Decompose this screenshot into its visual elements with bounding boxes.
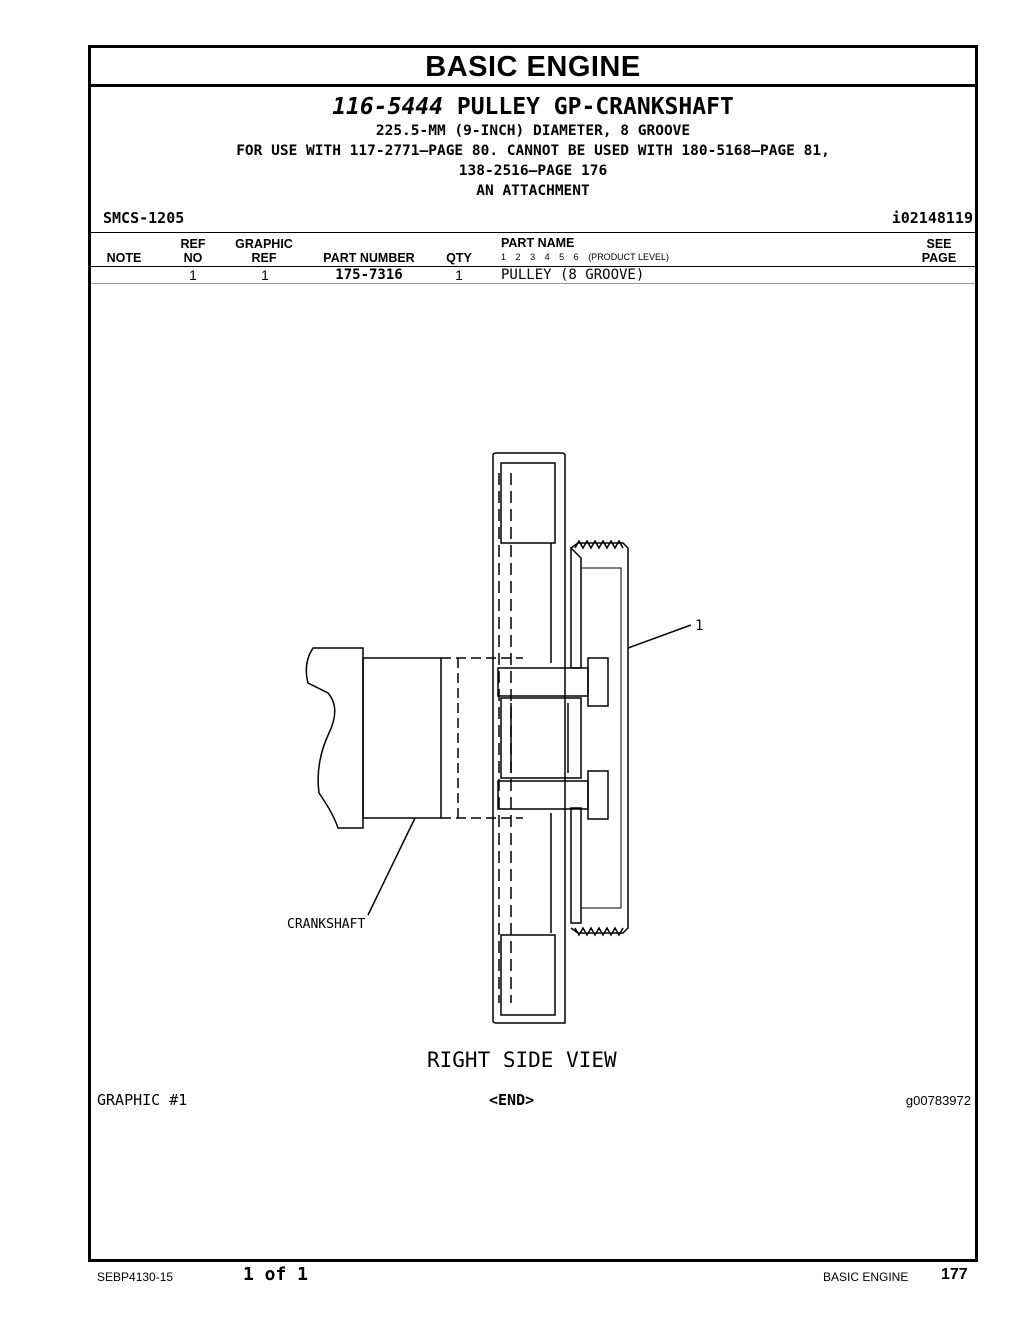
header-note: NOTE (106, 251, 142, 265)
center-spacer (501, 698, 581, 778)
description-line-1: 225.5-MM (9-INCH) DIAMETER, 8 GROOVE (375, 123, 691, 139)
damper-inner-channel-lower (501, 935, 555, 1015)
description-line-2: FOR USE WITH 117-2771—PAGE 80. CANNOT BE USED WITH 180-5168—PAGE 81, (236, 143, 830, 159)
callout-1-label: 1 (695, 618, 704, 634)
footer-page-number: 177 (941, 1266, 968, 1283)
description-line-3: 138-2516—PAGE 176 (458, 163, 608, 179)
row-part-name: PULLEY (8 GROOVE) (501, 267, 645, 283)
header-ref-no: REF NO (180, 237, 206, 265)
page-frame (88, 45, 978, 1262)
crankshaft-leader (368, 818, 415, 915)
row-graphic-ref: 1 (261, 267, 269, 283)
group-part-number[interactable]: 116-5444 (332, 94, 443, 120)
description-line-4: AN ATTACHMENT (476, 183, 590, 199)
row-qty: 1 (455, 267, 463, 283)
graphic-label: GRAPHIC #1 (97, 1091, 188, 1109)
pulley-grooves-bottom (575, 928, 623, 935)
footer-section: BASIC ENGINE (823, 1270, 909, 1284)
bolt-lower-head (588, 771, 608, 819)
pulley-grooves-top (575, 541, 623, 548)
product-level-caption: (PRODUCT LEVEL) (588, 252, 670, 262)
product-level-2: 2 (515, 252, 521, 262)
pulley-rim (571, 543, 628, 933)
footer-document-number: SEBP4130-15 (97, 1270, 174, 1284)
illustration-id: i02148119 (891, 209, 973, 227)
header-part-name: PART NAME (501, 236, 575, 250)
header-see-page: SEE PAGE (921, 237, 957, 265)
footer-page-count: 1 of 1 (243, 1264, 309, 1285)
product-level-5: 5 (559, 252, 565, 262)
graphic-number: g00783972 (905, 1093, 971, 1108)
row-ref-no: 1 (189, 267, 197, 283)
section-title: BASIC ENGINE (425, 51, 641, 83)
pulley-face (581, 568, 621, 908)
product-level-6: 6 (573, 252, 579, 262)
product-level-1: 1 (501, 252, 507, 262)
header-part-number: PART NUMBER (323, 251, 415, 265)
group-name: PULLEY GP-CRANKSHAFT (456, 94, 734, 120)
callout-1-leader (628, 625, 691, 648)
crankshaft-hub (363, 658, 441, 818)
product-level-4: 4 (544, 252, 550, 262)
pulley-drawing (91, 48, 975, 1259)
header-graphic-ref: GRAPHIC REF (235, 237, 293, 265)
smcs-code: SMCS-1205 (103, 209, 185, 227)
bolt-upper-head (588, 658, 608, 706)
damper-outline (493, 453, 565, 1023)
header-qty: QTY (446, 251, 472, 265)
crankshaft-label: CRANKSHAFT (287, 917, 366, 932)
center-spacer-inner (511, 703, 568, 773)
row-part-number[interactable]: 175-7316 (335, 267, 403, 283)
damper-inner-channel (501, 463, 555, 543)
end-label: <END> (489, 1091, 535, 1109)
crankshaft-shape (306, 648, 363, 828)
pulley-hatch (571, 548, 581, 923)
view-label: RIGHT SIDE VIEW (427, 1048, 617, 1072)
product-level-3: 3 (530, 252, 536, 262)
